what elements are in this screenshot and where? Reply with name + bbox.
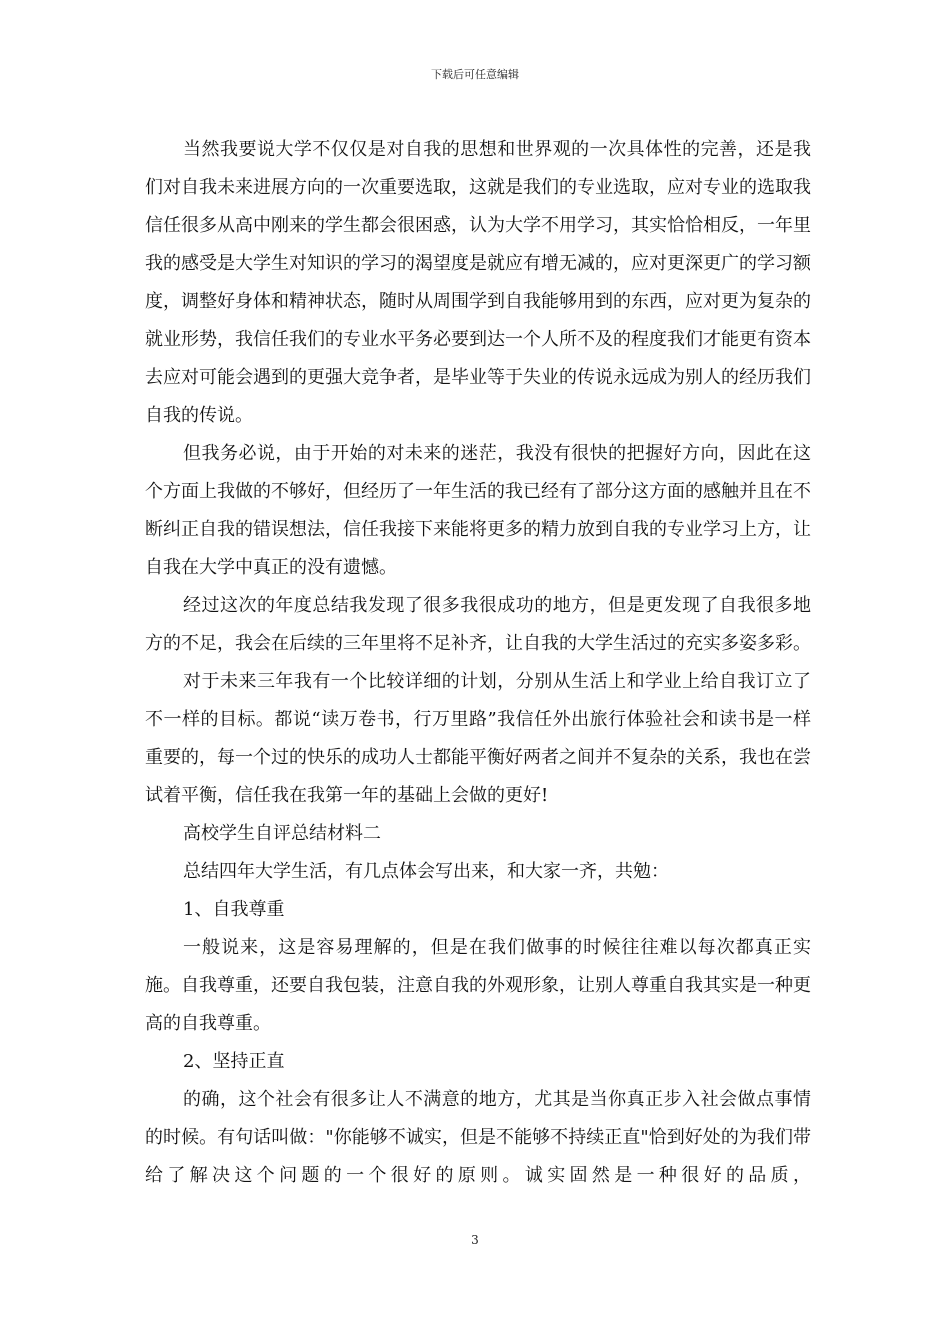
paragraph: 经过这次的年度总结我发现了很多我很成功的地方，但是更发现了自我很多地方的不足，我会在后续的三年里将不足补齐，让自我的大学生活过的充实多姿多彩。 bbox=[145, 595, 811, 654]
page-header: 下载后可任意编辑 bbox=[431, 68, 519, 81]
page-number: 3 bbox=[471, 1233, 479, 1247]
paragraph: 对于未来三年我有一个比较详细的计划，分别从生活上和学业上给自我订立了不一样的目标。都说“读万卷书，行万里路”我信任外出旅行体验社会和读书是一样重要的，每一个过的快乐的成功人士都能平衡好两者之间并不复杂的关系，我也在尝试着平衡，信任我在我第一年的基础上会做的更好! bbox=[145, 671, 811, 806]
paragraph: 的确，这个社会有很多让人不满意的地方，尤其是当你真正步入社会做点事情的时候。有句话叫做："你能够不诚实，但是不能够不持续正直"恰到好处的为我们带给了解决这个问题的一个很好的原则。诚实固然是一种很好的品质， bbox=[145, 1089, 811, 1186]
paragraph: 一般说来，这是容易理解的，但是在我们做事的时候往往难以每次都真正实施。自我尊重，还要自我包装，注意自我的外观形象，让别人尊重自我其实是一种更高的自我尊重。 bbox=[145, 937, 811, 1034]
paragraph: 但我务必说，由于开始的对未来的迷茫，我没有很快的把握好方向，因此在这个方面上我做的不够好，但经历了一年生活的我已经有了部分这方面的感触并且在不断纠正自我的错误想法，信任我接下来能将更多的精力放到自我的专业学习上方，让自我在大学中真正的没有遗憾。 bbox=[145, 443, 811, 578]
paragraph: 总结四年大学生活，有几点体会写出来，和大家一齐，共勉： bbox=[183, 861, 669, 882]
section-heading: 高校学生自评总结材料二 bbox=[183, 823, 381, 844]
paragraph: 当然我要说大学不仅仅是对自我的思想和世界观的一次具体性的完善，还是我们对自我未来进展方向的一次重要选取，这就是我们的专业选取，应对专业的选取我信任很多从高中刚来的学生都会很困惑，认为大学不用学习，其实恰恰相反，一年里我的感受是大学生对知识的学习的渴望度是就应有增无减的，应对更深更广的学习额度，调整好身体和精神状态，随时从周围学到自我能够用到的东西，应对更为复杂的就业形势，我信任我们的专业水平务必要到达一个人所不及的程度我们才能更有资本去应对可能会遇到的更强大竞争者，是毕业等于失业的传说永远成为别人的经历我们自我的传说。 bbox=[145, 139, 811, 426]
list-heading: 1、自我尊重 bbox=[183, 899, 285, 920]
list-heading: 2、坚持正直 bbox=[183, 1051, 285, 1072]
document-body bbox=[145, 131, 811, 1195]
